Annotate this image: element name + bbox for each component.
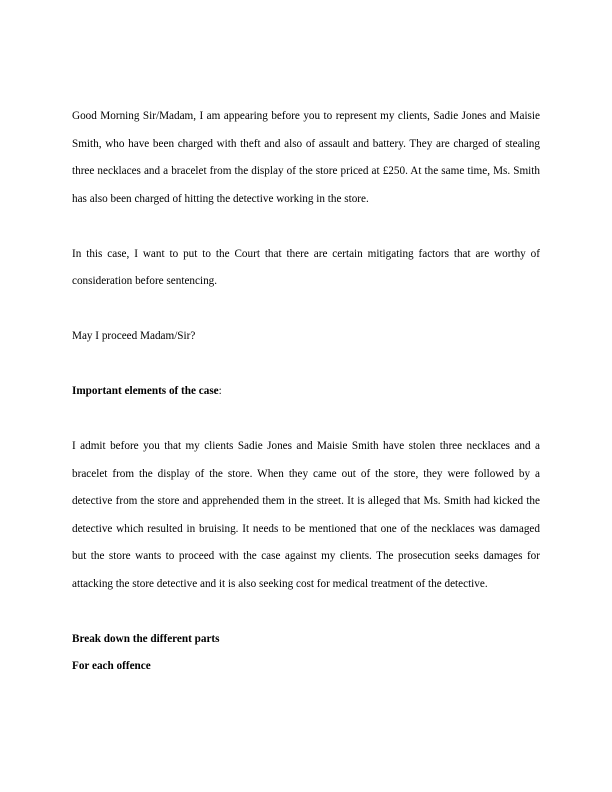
case-facts-paragraph: I admit before you that my clients Sadie Jones and Maisie Smith have stolen three necklaces and a bracelet from the display of the store. When they came out of the store, they were followed by a detective from the store and apprehended them in the street. It is alleged that Ms. Smith had kicked the detective which resulted in bruising. It needs to be mentioned that one of the necklaces was damaged but the store wants to proceed with the case against my clients. The prosecution seeks damages for attacking the store detective and it is also seeking cost for medical treatment of the detective. <box>72 440 540 590</box>
important-elements-heading-line <box>72 378 540 406</box>
important-elements-colon: : <box>218 385 222 397</box>
document-body <box>72 103 540 681</box>
important-elements-heading: Important elements of the case <box>72 385 219 397</box>
paragraph-spacer <box>72 406 540 434</box>
paragraph-spacer <box>72 213 540 241</box>
break-down-heading: Break down the different parts <box>72 632 220 645</box>
each-offence-heading: For each offence <box>72 660 151 672</box>
paragraph-spacer <box>72 351 540 379</box>
mitigating-factors-paragraph: In this case, I want to put to the Court that there are certain mitigating factors that are worthy of consideration before sentencing. <box>72 247 540 287</box>
intro-paragraph: Good Morning Sir/Madam, I am appearing before you to represent my clients, Sadie Jones and Maisie Smith, who have been charged with theft and also of assault and battery. They are charged of stealing three necklaces and a bracelet from the display of the store priced at £250. At the same time, Ms. Smith has also been charged of hitting the detective working in the store. <box>72 110 540 205</box>
paragraph-spacer <box>72 296 540 324</box>
proceed-request-paragraph: May I proceed Madam/Sir? <box>72 330 196 342</box>
paragraph-spacer <box>72 598 540 626</box>
